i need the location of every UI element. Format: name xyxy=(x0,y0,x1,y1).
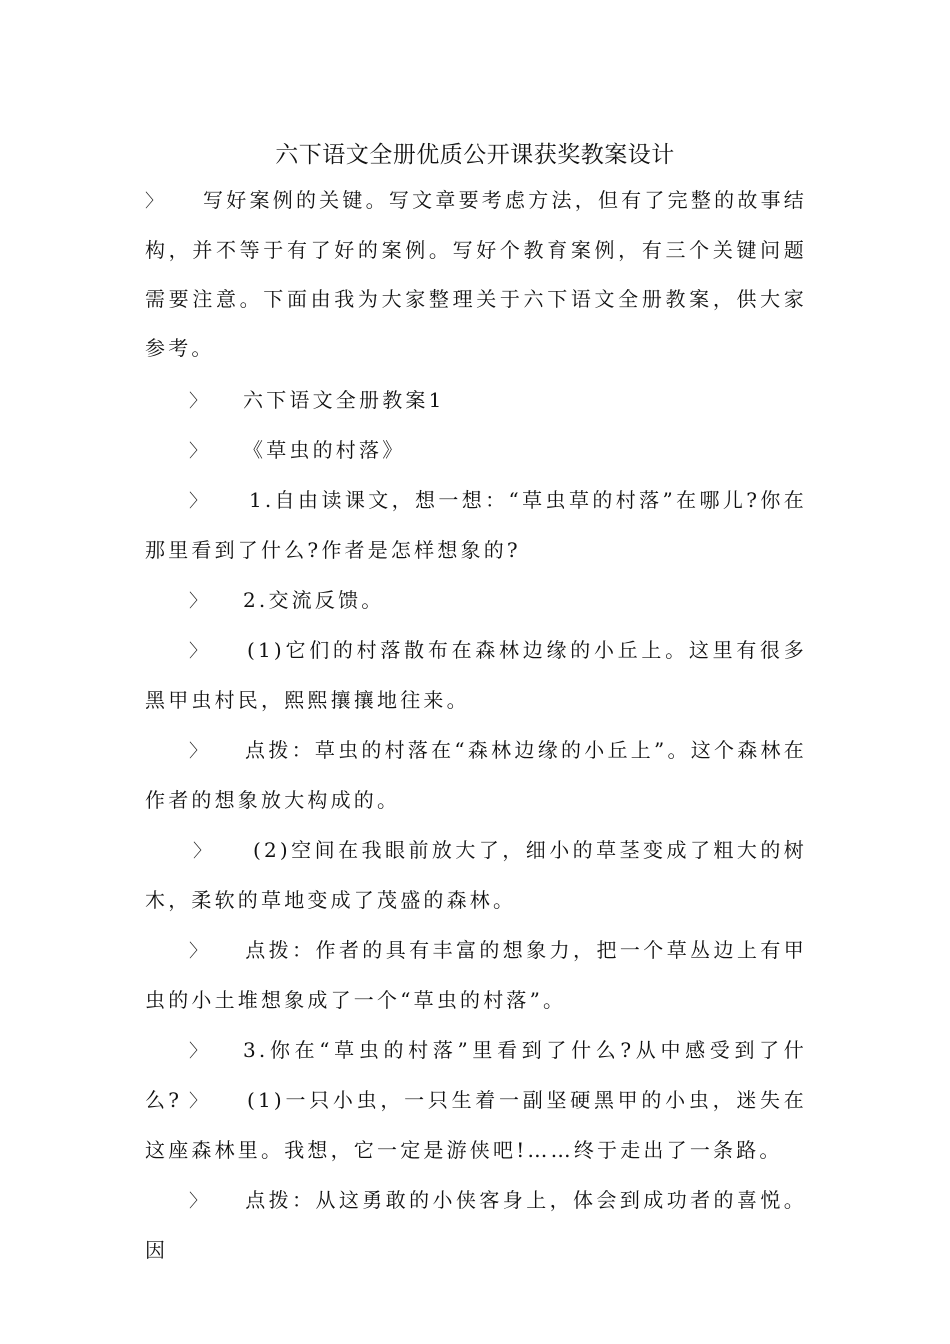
paragraph-intro xyxy=(145,176,807,373)
paragraph-step-2 xyxy=(145,576,807,626)
bullet-marker-icon: 〉 xyxy=(189,391,207,412)
paragraph-text: (2)空间在我眼前放大了，细小的草茎变成了粗大的树木，柔软的草地变成了茂盛的森林。 xyxy=(145,838,807,912)
bullet-marker-icon: 〉 xyxy=(189,1041,207,1062)
paragraph-text: 点拨：草虫的村落在“森林边缘的小丘上”。这个森林在作者的想象放大构成的。 xyxy=(145,738,807,812)
paragraph-text: 2.交流反馈。 xyxy=(243,588,385,612)
paragraph-note-3 xyxy=(145,1176,807,1275)
paragraph-text: 3.你在“草虫的村落”里看到了什么?从中感受到了什么? xyxy=(145,1038,807,1112)
paragraph-item-2 xyxy=(145,826,807,925)
paragraph-item-1 xyxy=(145,626,807,725)
bullet-marker-icon: 〉 xyxy=(189,491,207,512)
document-title: 六下语文全册优质公开课获奖教案设计 xyxy=(275,142,675,168)
bullet-marker-icon: 〉 xyxy=(189,1091,207,1112)
paragraph-text: 点拨：从这勇敢的小侠客身上，体会到成功者的喜悦。因 xyxy=(145,1188,807,1262)
paragraph-text: 《草虫的村落》 xyxy=(243,438,406,462)
paragraph-note-2 xyxy=(145,926,807,1025)
paragraph-text: 点拨：作者的具有丰富的想象力，把一个草丛边上有甲虫的小土堆想象成了一个“草虫的村落”。 xyxy=(145,938,807,1012)
bullet-marker-icon: 〉 xyxy=(193,841,211,862)
paragraph-step-1 xyxy=(145,476,807,575)
paragraph-item-3 xyxy=(145,1076,807,1175)
paragraph-text: 六下语文全册教案1 xyxy=(243,388,445,412)
bullet-marker-icon: 〉 xyxy=(189,941,207,962)
paragraph-section-heading xyxy=(145,376,807,426)
paragraph-text: 1.自由读课文，想一想：“草虫草的村落”在哪儿?你在那里看到了什么?作者是怎样想象的? xyxy=(145,488,807,562)
paragraph-note-1 xyxy=(145,726,807,825)
paragraph-text: (1)一只小虫，一只生着一副坚硬黑甲的小虫，迷失在这座森林里。我想，它一定是游侠吧!……终于走出了一条路。 xyxy=(145,1088,807,1162)
paragraph-lesson-title xyxy=(145,426,807,476)
bullet-marker-icon: 〉 xyxy=(189,591,207,612)
paragraph-text: (1)它们的村落散布在森林边缘的小丘上。这里有很多黑甲虫村民，熙熙攘攘地往来。 xyxy=(145,638,807,712)
bullet-marker-icon: 〉 xyxy=(189,1191,207,1212)
paragraph-text: 写好案例的关键。写文章要考虑方法，但有了完整的故事结构，并不等于有了好的案例。写好个教育案例，有三个关键问题需要注意。下面由我为大家整理关于六下语文全册教案，供大家参考。 xyxy=(145,188,807,360)
bullet-marker-icon: 〉 xyxy=(189,641,207,662)
bullet-marker-icon: 〉 xyxy=(145,191,163,212)
bullet-marker-icon: 〉 xyxy=(189,741,207,762)
bullet-marker-icon: 〉 xyxy=(189,441,207,462)
